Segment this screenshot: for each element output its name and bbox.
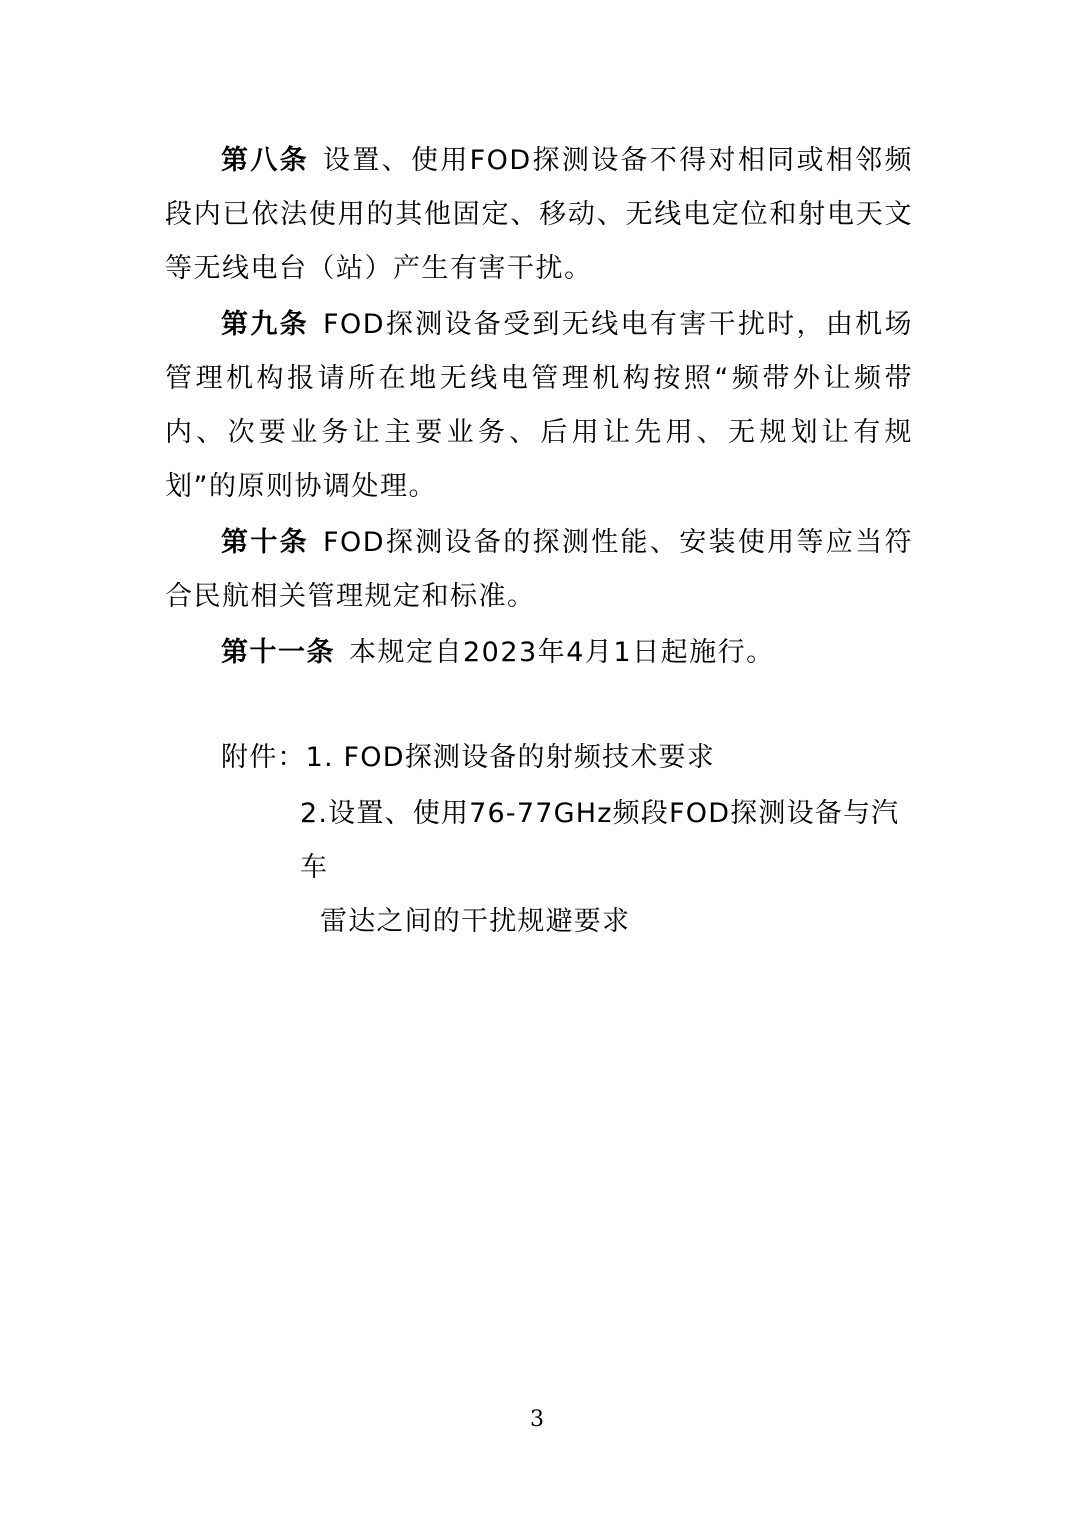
article-heading: 第八条 (221, 145, 309, 176)
article-body: 本规定自2023年4月1日起施行。 (349, 637, 775, 668)
attachment-title: 1. FOD探测设备的射频技术要求 (305, 742, 715, 773)
page-number: 3 (530, 1407, 544, 1432)
attachments-label: 附件： (221, 742, 306, 773)
article-11 (165, 626, 913, 680)
attachment-title-continuation: 雷达之间的干扰规避要求 (320, 906, 631, 937)
attachment-title: 2.设置、使用76-77GHz频段FOD探测设备与汽车 (300, 798, 900, 883)
article-8 (165, 134, 913, 296)
article-10 (165, 516, 913, 624)
attachment-item-2 (300, 787, 913, 949)
article-body: 设置、使用FOD探测设备不得对相同或相邻频段内已依法使用的其他固定、移动、无线电定位和射电天文等无线电台（站）产生有害干扰。 (165, 145, 914, 284)
attachment-item-1 (221, 731, 913, 785)
article-heading: 第十条 (221, 527, 309, 558)
article-body: FOD探测设备受到无线电有害干扰时，由机场管理机构报请所在地无线电管理机构按照“频带外让频带内、次要业务让主要业务、后用让先用、无规划让有规划”的原则协调处理。 (165, 309, 914, 502)
article-heading: 第九条 (221, 309, 309, 340)
article-9 (165, 298, 913, 514)
article-body: FOD探测设备的探测性能、安装使用等应当符合民航相关管理规定和标准。 (165, 527, 914, 612)
article-heading: 第十一条 (221, 637, 335, 668)
